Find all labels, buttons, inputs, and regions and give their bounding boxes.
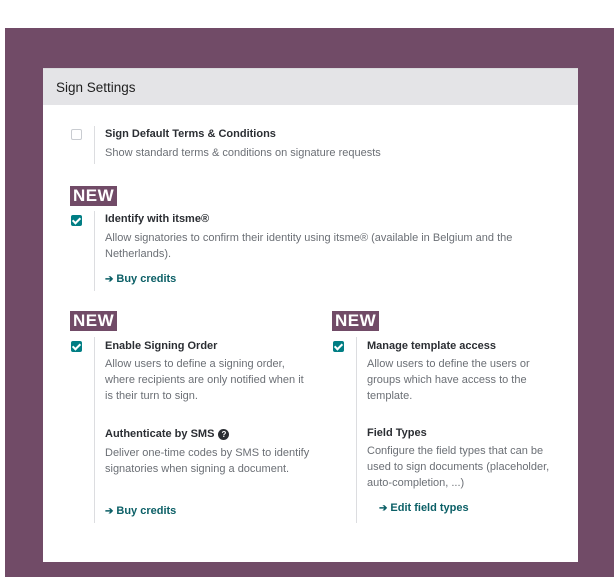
sign-settings-panel	[43, 68, 578, 562]
signing-order-checkbox[interactable]	[71, 341, 82, 352]
divider	[356, 337, 357, 523]
default-terms-title: Sign Default Terms & Conditions	[105, 128, 276, 140]
signing-order-description: Allow users to define a signing order, where recipients are only notified when it is their turn to sign.	[105, 358, 304, 402]
field-types-description: Configure the field types that can be used to sign documents (placeholder, auto-completion, ...)	[367, 445, 550, 489]
panel-header	[43, 68, 578, 105]
sms-description: Deliver one-time codes by SMS to identify signatories when signing a document.	[105, 447, 310, 475]
itsme-buy-credits-link[interactable]	[105, 273, 176, 285]
sms-title	[105, 428, 229, 440]
template-access-title: Manage template access	[367, 340, 497, 352]
template-access-description: Allow users to define the users or groups which have access to the template.	[367, 358, 530, 402]
sms-buy-credits-label: Buy credits	[116, 505, 177, 517]
default-terms-description: Show standard terms & conditions on signature requests	[105, 147, 381, 159]
panel-title: Sign Settings	[56, 79, 136, 95]
divider	[94, 337, 95, 523]
arrow-right-icon: ➔	[105, 274, 114, 285]
arrow-right-icon: ➔	[379, 503, 388, 514]
sms-title-label: Authenticate by SMS	[105, 428, 215, 440]
divider	[94, 126, 95, 164]
edit-field-types-label: Edit field types	[390, 502, 469, 514]
itsme-checkbox[interactable]	[71, 215, 82, 226]
itsme-description: Allow signatories to confirm their identity using itsme® (available in Belgium and the Netherlands).	[105, 232, 513, 260]
new-badge: NEW	[332, 311, 379, 331]
field-types-title: Field Types	[367, 427, 427, 439]
question-circle-icon[interactable]: ?	[218, 429, 229, 440]
divider	[94, 211, 95, 291]
sms-buy-credits-link[interactable]	[105, 505, 176, 517]
itsme-title: Identify with itsme®	[105, 213, 210, 225]
new-badge: NEW	[70, 186, 117, 206]
new-badge: NEW	[70, 311, 117, 331]
template-access-checkbox[interactable]	[333, 341, 344, 352]
default-terms-checkbox[interactable]	[71, 129, 82, 140]
arrow-right-icon: ➔	[105, 506, 114, 517]
itsme-buy-credits-label: Buy credits	[116, 273, 177, 285]
edit-field-types-link[interactable]	[379, 502, 469, 514]
signing-order-title: Enable Signing Order	[105, 340, 218, 352]
